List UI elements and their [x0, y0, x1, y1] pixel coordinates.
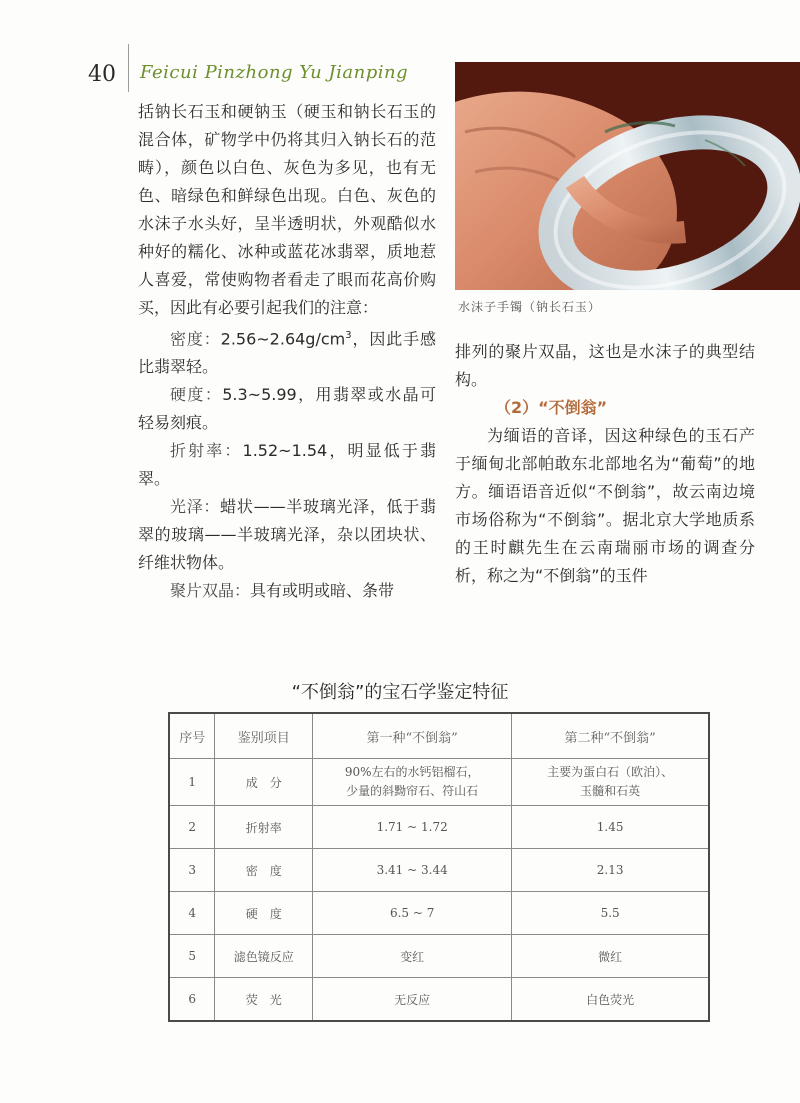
row-first-value	[313, 759, 512, 806]
row-first-value: 3.41 ~ 3.44	[313, 849, 512, 892]
section-subheading: （2）“不倒翁”	[495, 398, 608, 417]
density-label: 密度：	[170, 329, 221, 349]
row-second-value	[512, 759, 709, 806]
refraction-label: 折射率：	[170, 441, 243, 461]
row-item: 折射率	[215, 806, 313, 849]
refraction-text: 1.52~1.54，明显低于翡翠。	[138, 441, 436, 489]
running-title: Feicui Pinzhong Yu Jianping	[140, 62, 409, 83]
twin-label: 聚片双晶：	[170, 581, 251, 601]
row-second-value-line2: 玉髓和石英	[580, 784, 641, 798]
photo-caption: 水沫子手镯（钠长石玉）	[458, 300, 602, 314]
table-row	[169, 849, 709, 892]
table-title: “不倒翁”的宝石学鉴定特征	[291, 682, 509, 703]
table-row	[169, 978, 709, 1022]
right-continuation-paragraph: 排列的聚片双晶，这也是水沫子的典型结构。	[455, 342, 755, 389]
twin-paragraph	[138, 577, 436, 605]
row-second-value: 5.5	[512, 892, 709, 935]
row-number: 5	[169, 935, 215, 978]
twin-text: 具有或明或暗、条带	[250, 581, 395, 601]
bangle-photo	[455, 62, 800, 290]
row-first-value: 1.71 ~ 1.72	[313, 806, 512, 849]
intro-paragraph: 括钠长石玉和硬钠玉（硬玉和钠长石玉的混合体，矿物学中仍将其归入钠长石的范畴），颜色以白色、灰色为多见，也有无色、暗绿色和鲜绿色出现。白色、灰色的水沫子水头好，呈半透明状，外观酷似水种好的糯化、冰种或蓝花冰翡翠，质地惹人喜爱，常使购物者看走了眼而花高价购买，因此有必要引起我们的注意：	[138, 102, 436, 317]
bangle-illustration	[455, 62, 800, 290]
row-second-value-line1: 主要为蛋白石（欧泊）、	[547, 765, 674, 779]
row-number: 4	[169, 892, 215, 935]
header-divider	[128, 44, 129, 92]
row-item: 密 度	[215, 849, 313, 892]
row-item: 荧 光	[215, 978, 313, 1022]
row-first-value: 6.5 ~ 7	[313, 892, 512, 935]
luster-label: 光泽：	[170, 497, 221, 517]
table-header-row	[169, 713, 709, 759]
row-second-value: 微红	[512, 935, 709, 978]
density-value: 2.56~2.64g/cm	[220, 329, 346, 349]
row-number: 3	[169, 849, 215, 892]
right-text-column	[455, 338, 755, 590]
density-paragraph	[138, 322, 436, 381]
refraction-paragraph	[138, 437, 436, 493]
budaoweng-paragraph: 为缅语的音译，因这种绿色的玉石产于缅甸北部帕敢东北部地名为“葡萄”的地方。缅语语音近似“不倒翁”，故云南边境市场俗称为“不倒翁”。据北京大学地质系的王时麒先生在云南瑞丽市场的调查分析，称之为“不倒翁”的玉件	[455, 426, 755, 585]
hardness-text: 5.3~5.99，用翡翠或水晶可轻易刻痕。	[138, 385, 436, 433]
gem-identification-table	[168, 712, 710, 1022]
left-text-column	[138, 98, 436, 605]
row-number: 2	[169, 806, 215, 849]
table-row	[169, 759, 709, 806]
row-second-value: 白色荧光	[512, 978, 709, 1022]
row-first-value-line2: 少量的斜黝帘石、符山石	[346, 784, 479, 798]
row-item: 滤色镜反应	[215, 935, 313, 978]
table-row	[169, 935, 709, 978]
hardness-label: 硬度：	[170, 385, 223, 405]
luster-paragraph	[138, 493, 436, 577]
row-first-value-line1: 90%左右的水钙铝榴石，	[344, 765, 480, 779]
row-number: 1	[169, 759, 215, 806]
table-row	[169, 892, 709, 935]
row-first-value: 无反应	[313, 978, 512, 1022]
density-note: ，因此手感比翡翠轻。	[138, 329, 436, 377]
hardness-paragraph	[138, 381, 436, 437]
row-second-value: 1.45	[512, 806, 709, 849]
header-cell-item: 鉴别项目	[215, 713, 313, 759]
row-second-value: 2.13	[512, 849, 709, 892]
row-item: 硬 度	[215, 892, 313, 935]
luster-text: 蜡状——半玻璃光泽，低于翡翠的玻璃——半玻璃光泽，杂以团块状、纤维状物体。	[138, 497, 436, 573]
row-number: 6	[169, 978, 215, 1022]
header-cell-first-type: 第一种“不倒翁”	[313, 713, 512, 759]
header-cell-number: 序号	[169, 713, 215, 759]
row-item: 成 分	[215, 759, 313, 806]
table-row	[169, 806, 709, 849]
header-cell-second-type: 第二种“不倒翁”	[512, 713, 709, 759]
density-superscript: 3	[345, 330, 352, 341]
row-first-value: 变红	[313, 935, 512, 978]
page-number: 40	[88, 62, 116, 87]
